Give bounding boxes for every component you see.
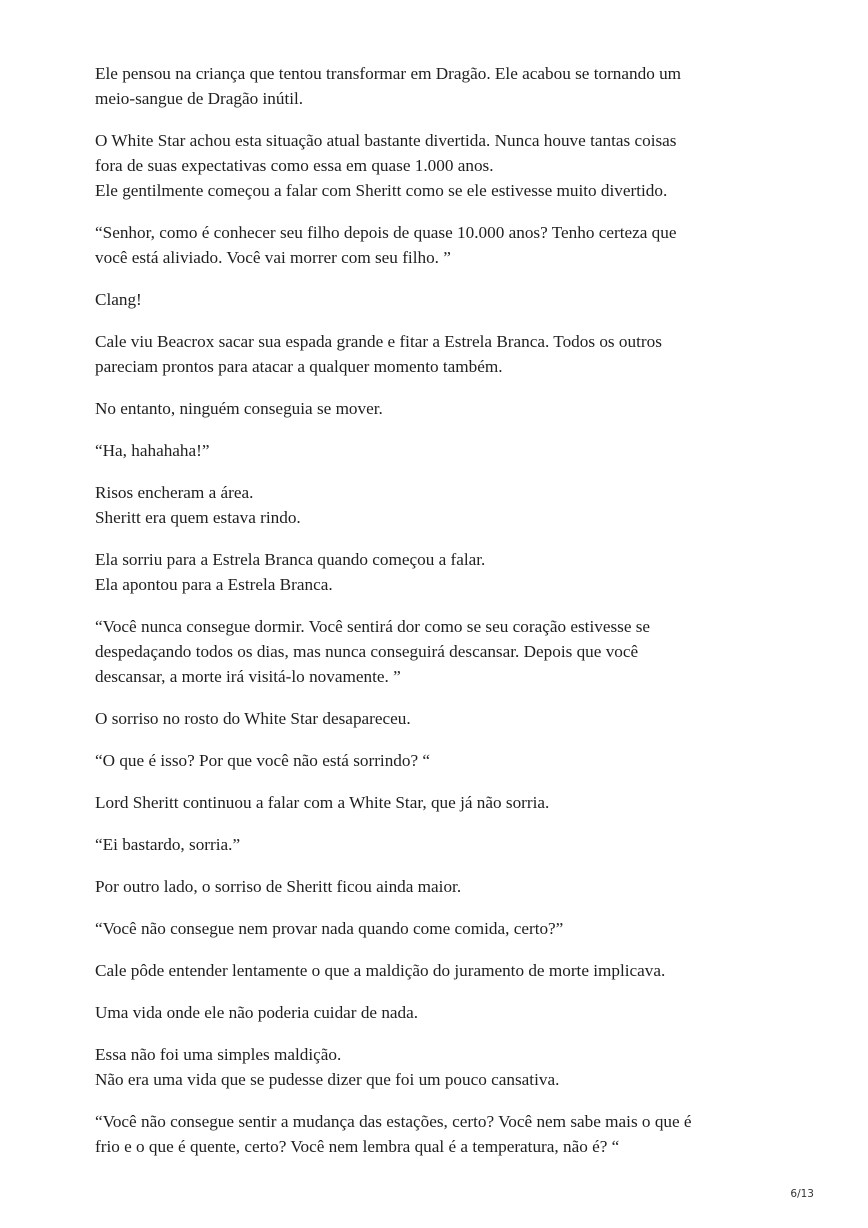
paragraph (95, 958, 795, 983)
text-line: “Ha, hahahaha!” (95, 441, 210, 460)
paragraph (95, 287, 795, 312)
paragraph (95, 396, 795, 421)
paragraph (95, 61, 795, 111)
text-line: O White Star achou esta situação atual bastante divertida. Nunca houve tantas coisas (95, 131, 677, 150)
text-line: “O que é isso? Por que você não está sorrindo? “ (95, 751, 431, 770)
text-line: No entanto, ninguém conseguia se mover. (95, 399, 383, 418)
document-body (95, 61, 795, 1176)
text-line: Ela apontou para a Estrela Branca. (95, 575, 333, 594)
paragraph (95, 790, 795, 815)
text-line: despedaçando todos os dias, mas nunca conseguirá descansar. Depois que você (95, 642, 639, 661)
text-line: Essa não foi uma simples maldição. (95, 1045, 342, 1064)
text-line: “Senhor, como é conhecer seu filho depois de quase 10.000 anos? Tenho certeza que (95, 223, 677, 242)
paragraph (95, 128, 795, 203)
text-line: fora de suas expectativas como essa em quase 1.000 anos. (95, 156, 494, 175)
text-line: Não era uma vida que se pudesse dizer que foi um pouco cansativa. (95, 1070, 560, 1089)
paragraph (95, 916, 795, 941)
paragraph (95, 220, 795, 270)
text-line: Uma vida onde ele não poderia cuidar de nada. (95, 1003, 419, 1022)
paragraph (95, 438, 795, 463)
paragraph (95, 1109, 795, 1159)
paragraph (95, 832, 795, 857)
text-line: “Você nunca consegue dormir. Você sentirá dor como se seu coração estivesse se (95, 617, 651, 636)
paragraph (95, 706, 795, 731)
paragraph (95, 614, 795, 689)
text-line: “Você não consegue sentir a mudança das estações, certo? Você nem sabe mais o que é (95, 1112, 692, 1131)
paragraph (95, 874, 795, 899)
text-line: pareciam prontos para atacar a qualquer momento também. (95, 357, 503, 376)
text-line: meio-sangue de Dragão inútil. (95, 89, 304, 108)
text-line: Por outro lado, o sorriso de Sheritt ficou ainda maior. (95, 877, 462, 896)
text-line: Ele gentilmente começou a falar com Sheritt como se ele estivesse muito divertido. (95, 181, 668, 200)
text-line: Sheritt era quem estava rindo. (95, 508, 301, 527)
text-line: Cale viu Beacrox sacar sua espada grande e fitar a Estrela Branca. Todos os outros (95, 332, 662, 351)
text-line: você está aliviado. Você vai morrer com seu filho. ” (95, 248, 451, 267)
paragraph (95, 547, 795, 597)
paragraph (95, 1042, 795, 1092)
paragraph (95, 480, 795, 530)
text-line: “Ei bastardo, sorria.” (95, 835, 241, 854)
paragraph (95, 748, 795, 773)
text-line: Risos encheram a área. (95, 483, 254, 502)
text-line: frio e o que é quente, certo? Você nem lembra qual é a temperatura, não é? “ (95, 1137, 620, 1156)
text-line: Lord Sheritt continuou a falar com a White Star, que já não sorria. (95, 793, 550, 812)
paragraph (95, 1000, 795, 1025)
text-line: Clang! (95, 290, 142, 309)
text-line: descansar, a morte irá visitá-lo novamente. ” (95, 667, 401, 686)
text-line: Ela sorriu para a Estrela Branca quando começou a falar. (95, 550, 486, 569)
text-line: Cale pôde entender lentamente o que a maldição do juramento de morte implicava. (95, 961, 666, 980)
page-number: 6/13 (790, 1188, 814, 1200)
text-line: Ele pensou na criança que tentou transformar em Dragão. Ele acabou se tornando um (95, 64, 682, 83)
paragraph (95, 329, 795, 379)
text-line: “Você não consegue nem provar nada quando come comida, certo?” (95, 919, 564, 938)
text-line: O sorriso no rosto do White Star desapareceu. (95, 709, 411, 728)
